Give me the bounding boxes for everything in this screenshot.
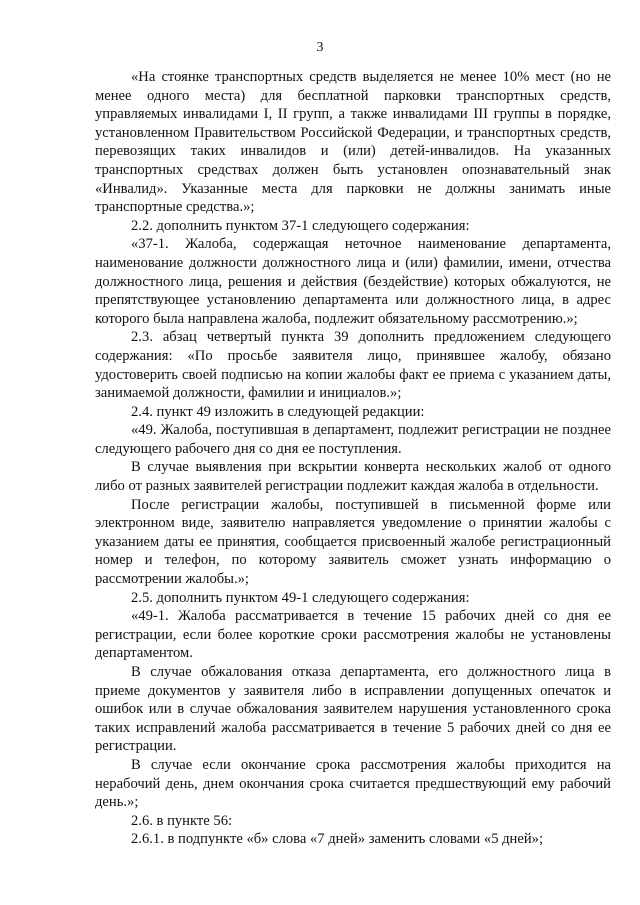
paragraph-multiple-complaints: В случае выявления при вскрытии конверта нескольких жалоб от одного либо от разных заявителей регистрации подлежит каждая жалоба в отдельности. xyxy=(95,459,611,495)
paragraph-registration-notice: После регистрации жалобы, поступившей в письменной форме или электронном виде, заявителю направляется уведомление о принятии жалобы с указанием даты ее принятия, сообщается присвоенный жалобе регистрационный номер и телефон, по которому заявитель сможет узнать информацию о рассмотрении жалобы.»; xyxy=(95,496,611,588)
paragraph-item-2-4: 2.4. пункт 49 изложить в следующей редакции: xyxy=(131,403,425,420)
paragraph-nonworking-day: В случае если окончание срока рассмотрения жалобы приходится на нерабочий день, днем окончания срока считается предшествующий ему рабочий день.»; xyxy=(95,756,611,811)
paragraph-refusal-appeal: В случае обжалования отказа департамента, его должностного лица в приеме документов у заявителя либо в исправлении допущенных опечаток и ошибок или в случае обжалования заявителем нарушения установленного срока таких исправлений жалоба рассматривается в течение 5 рабочих дней со дня ее регистрации. xyxy=(95,664,611,755)
document-body xyxy=(95,68,611,849)
paragraph-clause-49-1: «49-1. Жалоба рассматривается в течение 15 рабочих дней со дня ее регистрации, если более короткие сроки рассмотрения жалобы не установлены департаментом. xyxy=(95,608,611,662)
paragraph-parking-quote: «На стоянке транспортных средств выделяется не менее 10% мест (но не менее одного места) для бесплатной парковки транспортных средств, управляемых инвалидами I, II групп, а также инвалидами III группы в порядке, установленном Правительством Российской Федерации, и транспортных средств, перевозящих таких инвалидов и (или) детей-инвалидов. На указанных транспортных средствах должен быть установлен опознавательный знак «Инвалид». Указанные места для парковки не должны занимать иные транспортные средства.»; xyxy=(95,69,611,216)
paragraph-clause-49: «49. Жалоба, поступившая в департамент, подлежит регистрации не позднее следующего рабочего дня со дня ее поступления. xyxy=(95,422,611,457)
paragraph-item-2-5: 2.5. дополнить пунктом 49-1 следующего содержания: xyxy=(131,589,470,606)
page-number: 3 xyxy=(316,40,324,55)
paragraph-item-2-6-1: 2.6.1. в подпункте «б» слова «7 дней» заменить словами «5 дней»; xyxy=(131,831,544,848)
paragraph-item-2-2: 2.2. дополнить пунктом 37-1 следующего содержания: xyxy=(131,217,470,234)
paragraph-item-2-6: 2.6. в пункте 56: xyxy=(131,812,233,829)
paragraph-clause-37-1: «37-1. Жалоба, содержащая неточное наименование департамента, наименование должности должностного лица и (или) фамилии, имени, отчества должностного лица, решения и действия (бездействие) которых обжалуются, не препятствующее установлению департамента или должностного лица, в адрес которого была направлена жалоба, подлежит обязательному рассмотрению.»; xyxy=(95,236,611,327)
paragraph-item-2-3: 2.3. абзац четвертый пункта 39 дополнить предложением следующего содержания: «По просьбе заявителя лицо, принявшее жалобу, обязано удостоверить своей подписью на копии жалобы факт ее приема с указанием даты, занимаемой должности, фамилии и инициалов.»; xyxy=(95,329,611,402)
